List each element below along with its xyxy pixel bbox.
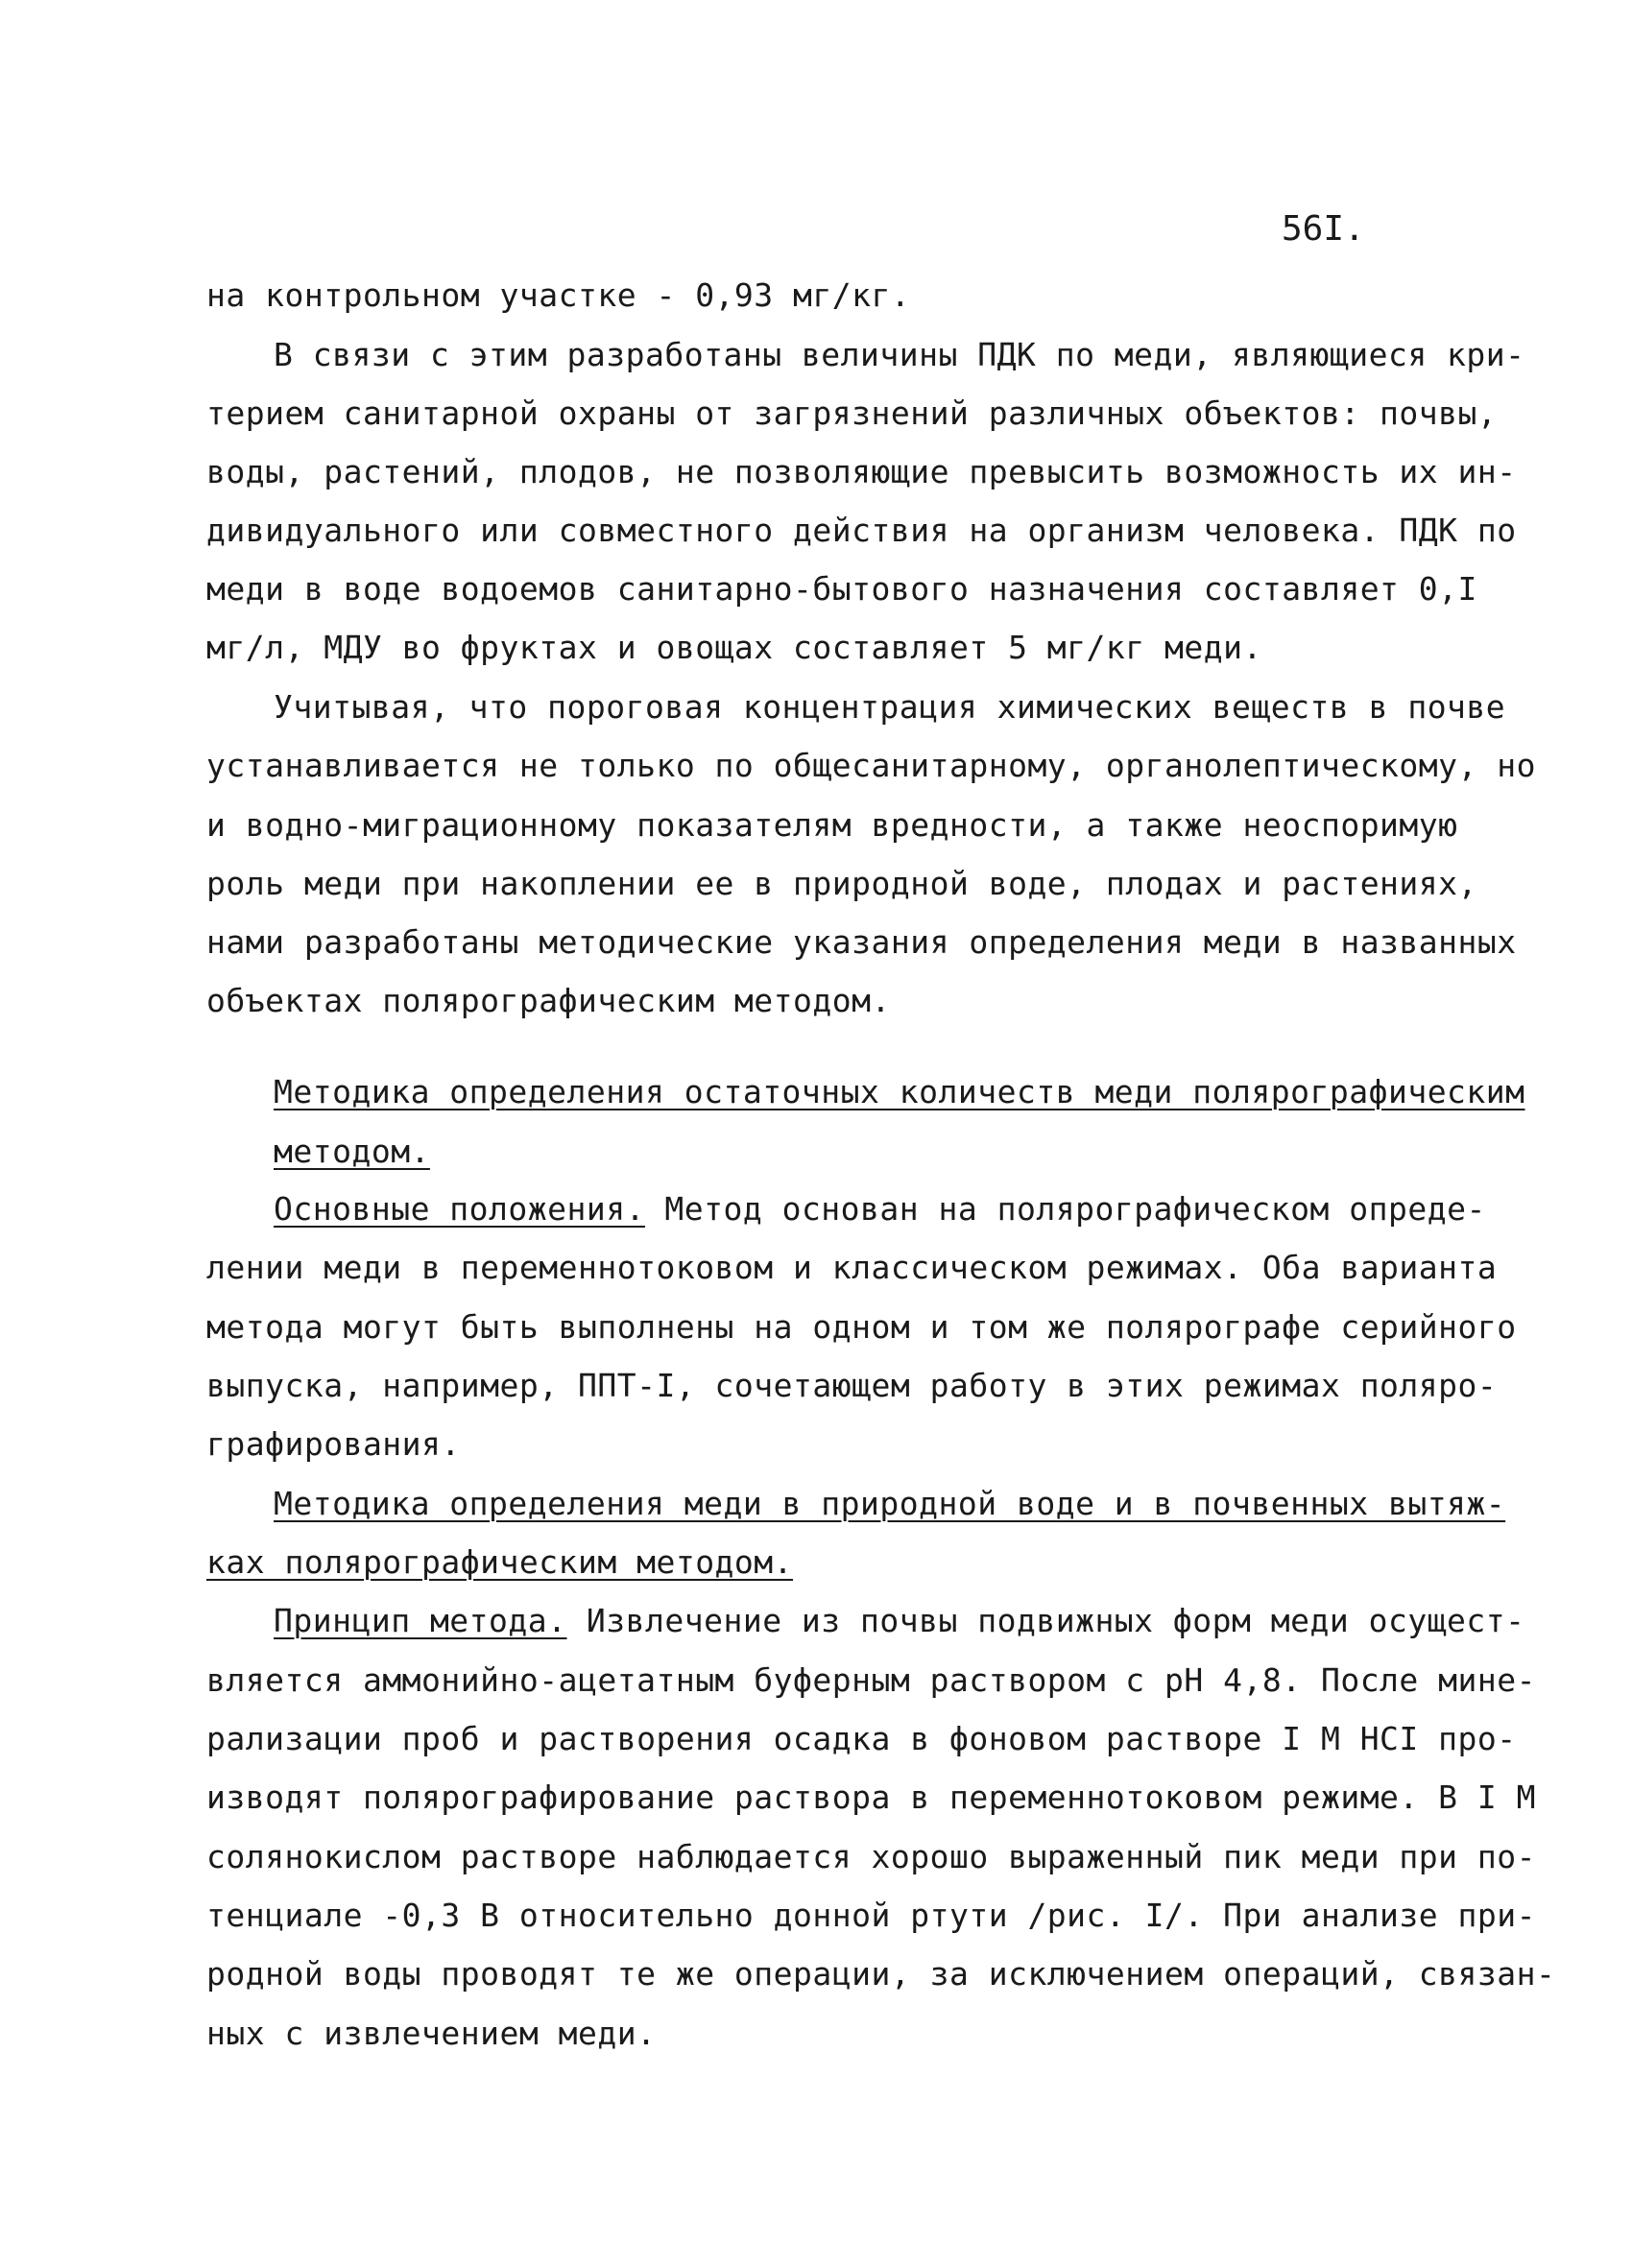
- text-line: устанавливается не только по общесанитарному, органолептическому, но: [206, 747, 1537, 784]
- text-line: солянокислом растворе наблюдается хорошо выраженный пик меди при по-: [206, 1838, 1537, 1875]
- section-heading: Методика определения остаточных количеств меди полярографическим: [274, 1073, 1525, 1110]
- subheading: Принцип метода.: [274, 1602, 567, 1639]
- text-line: воды, растений, плодов, не позволяющие превысить возможность их ин-: [206, 453, 1517, 490]
- section-heading: методом.: [274, 1133, 430, 1170]
- text-line: тенциале -0,3 В относительно донной ртути /рис. I/. При анализе при-: [206, 1897, 1537, 1934]
- page-number: 56I.: [1282, 209, 1365, 249]
- text-line: лении меди в переменнотоковом и классическом режимах. Оба варианта: [206, 1249, 1498, 1286]
- text-line: роль меди при накоплении ее в природной воде, плодах и растениях,: [206, 865, 1477, 902]
- text-line: [274, 1190, 1486, 1229]
- text-line: объектах полярографическим методом.: [206, 982, 891, 1019]
- text-line: ных с извлечением меди.: [206, 2015, 657, 2052]
- section-heading: ках полярографическим методом.: [206, 1543, 794, 1581]
- text-line: Учитывая, что пороговая концентрация химических веществ в почве: [274, 688, 1506, 726]
- text-line: вляется аммонийно-ацетатным буферным раствором с рН 4,8. После мине-: [206, 1661, 1537, 1699]
- section-heading: Методика определения меди в природной воде и в почвенных вытяж-: [274, 1485, 1506, 1522]
- text-line: рализации проб и растворения осадка в фоновом растворе I М НСI про-: [206, 1720, 1517, 1757]
- text-line: графирования.: [206, 1425, 461, 1463]
- text-line: В связи с этим разработаны величины ПДК по меди, являющиеся кри-: [274, 336, 1525, 373]
- text-line: и водно-миграционному показателям вредности, а также неоспоримую: [206, 806, 1458, 844]
- text-line: мг/л, МДУ во фруктах и овощах составляет 5 мг/кг меди.: [206, 629, 1262, 666]
- text-line: [274, 1602, 1525, 1640]
- subheading: Основные положения.: [274, 1190, 645, 1228]
- text-line: выпуска, например, ППТ-I, сочетающем работу в этих режимах поляро-: [206, 1367, 1498, 1404]
- text-line: меди в воде водоемов санитарно-бытового назначения составляет 0,I: [206, 570, 1477, 608]
- text-run: Извлечение из почвы подвижных форм меди осущест-: [566, 1602, 1525, 1639]
- text-line: изводят полярографирование раствора в переменнотоковом режиме. В I М: [206, 1779, 1537, 1816]
- text-run: Метод основан на полярографическом опреде-: [645, 1190, 1486, 1228]
- text-line: родной воды проводят те же операции, за исключением операций, связан-: [206, 1955, 1556, 1993]
- text-line: терием санитарной охраны от загрязнений различных объектов: почвы,: [206, 394, 1498, 432]
- text-line: дивидуального или совместного действия на организм человека. ПДК по: [206, 512, 1517, 549]
- text-line: на контрольном участке - 0,93 мг/кг.: [206, 276, 911, 314]
- text-line: нами разработаны методические указания определения меди в названных: [206, 923, 1517, 961]
- text-line: метода могут быть выполнены на одном и том же полярографе серийного: [206, 1308, 1517, 1346]
